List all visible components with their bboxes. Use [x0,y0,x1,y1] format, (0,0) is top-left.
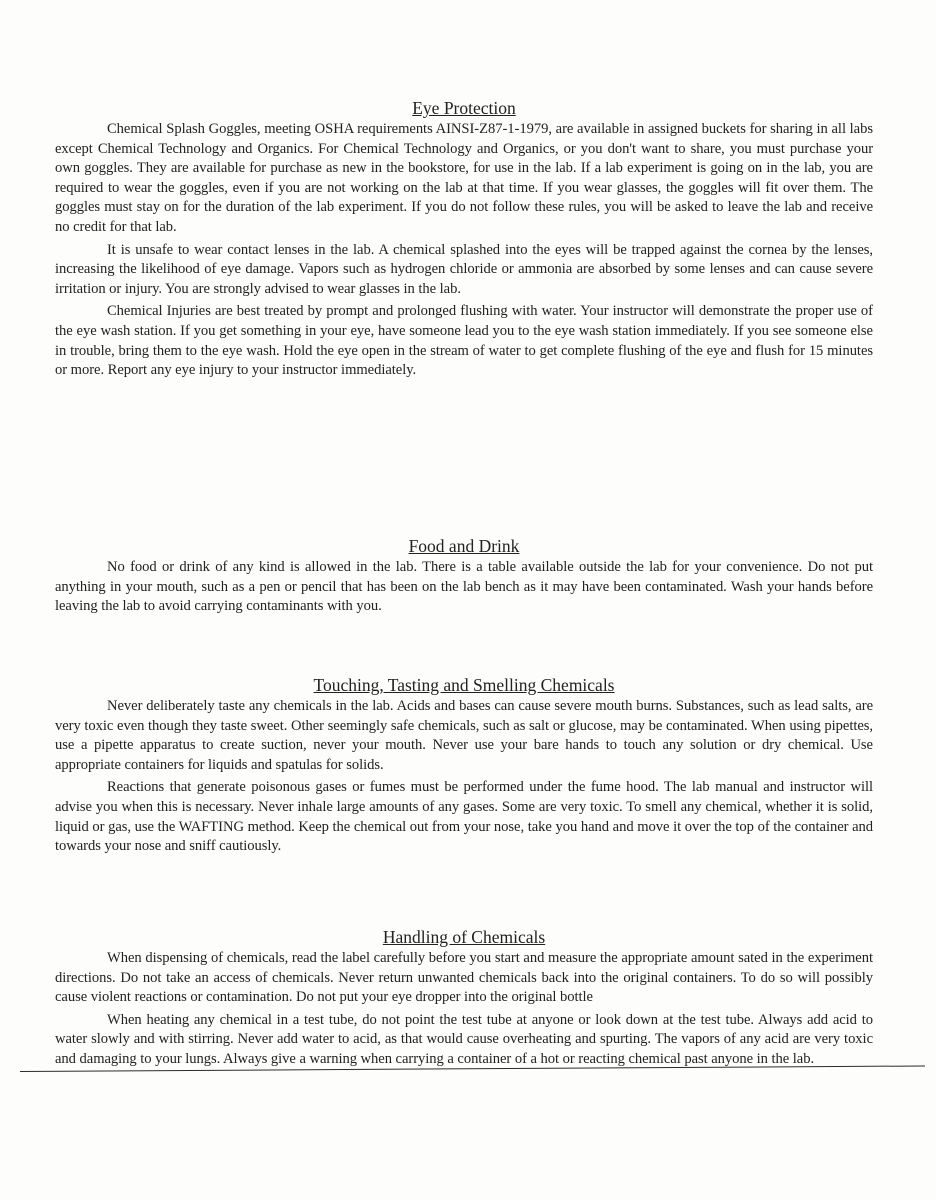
paragraph: Chemical Splash Goggles, meeting OSHA requirements AINSI-Z87-1-1979, are available in assigned buckets for sharing in all labs except Chemical Technology and Organics. For Chemical Technology and Organics, or you don't want to share, you must purchase your own goggles. They are available for purchase as new in the bookstore, for use in the lab. If a lab experiment is going on in the lab, you are required to wear the goggles, even if you are not working on the lab at that time. If you wear glasses, the goggles will fit over them. The goggles must stay on for the duration of the lab experiment. If you do not follow these rules, you will be asked to leave the lab and receive no credit for that lab. [55,121,873,235]
paragraph: No food or drink of any kind is allowed in the lab. There is a table available outside the lab for your convenience. Do not put anything in your mouth, such as a pen or pencil that has been on the lab bench as it may have been contaminated. Wash your hands before leaving the lab to avoid carrying contaminants with you. [55,559,873,615]
paragraph: Chemical Injuries are best treated by prompt and prolonged flushing with water. Your instructor will demonstrate the proper use of the eye wash station. If you get something in your eye, have someone lead you to the eye wash station immediately. If you see someone else in trouble, bring them to the eye wash. Hold the eye open in the stream of water to get complete flushing of the eye and flush for 15 minutes or more. Report any eye injury to your instructor immediately. [55,303,873,379]
paragraph: When dispensing of chemicals, read the label carefully before you start and measure the appropriate amount sated in the experiment directions. Do not take an access of chemicals. Never return unwanted chemicals back into the original containers. To do so will possibly cause violent reactions or contamination. Do not put your eye dropper into the original bottle [55,950,873,1006]
paragraph: When heating any chemical in a test tube, do not point the test tube at anyone or look down at the test tube. Always add acid to water slowly and with stirring. Never add water to acid, as that would cause overheating and spurting. The vapors of any acid are very toxic and damaging to your lungs. Always give a warning when carrying a container of a hot or reacting chemical past anyone in the lab. [55,1011,873,1067]
paragraph: It is unsafe to wear contact lenses in the lab. A chemical splashed into the eyes will be trapped against the cornea by the lenses, increasing the likelihood of eye damage. Vapors such as hydrogen chloride or ammonia are absorbed by some lenses and can cause severe irritation or injury. You are strongly advised to wear glasses in the lab. [55,241,873,297]
section-heading: Handling of Chemicals [382,927,546,947]
section-handling-of-chemicals [55,926,873,1073]
section-eye-protection [55,97,873,384]
section-heading: Touching, Tasting and Smelling Chemicals [313,675,615,695]
paragraph: Never deliberately taste any chemicals in the lab. Acids and bases can cause severe mouth burns. Substances, such as lead salts, are very toxic even though they taste sweet. Other seemingly safe chemicals, such as salt or glucose, may be contaminated. When using pipettes, use a pipette apparatus to create suction, never your mouth. Never use your bare hands to touch any solution or dry chemical. Use appropriate containers for liquids and spatulas for solids. [55,698,873,773]
section-touching-tasting-smelling [55,674,873,860]
section-heading: Eye Protection [412,98,516,118]
section-food-and-drink [55,535,873,620]
paragraph: Reactions that generate poisonous gases or fumes must be performed under the fume hood. The lab manual and instructor will advise you when this is necessary. Never inhale large amounts of any gases. Some are very toxic. To smell any chemical, whether it is solid, liquid or gas, use the WAFTING method. Keep the chemical out from your nose, take you hand and move it over the top of the container and towards your nose and sniff cautiously. [55,779,873,855]
section-heading: Food and Drink [408,536,520,556]
